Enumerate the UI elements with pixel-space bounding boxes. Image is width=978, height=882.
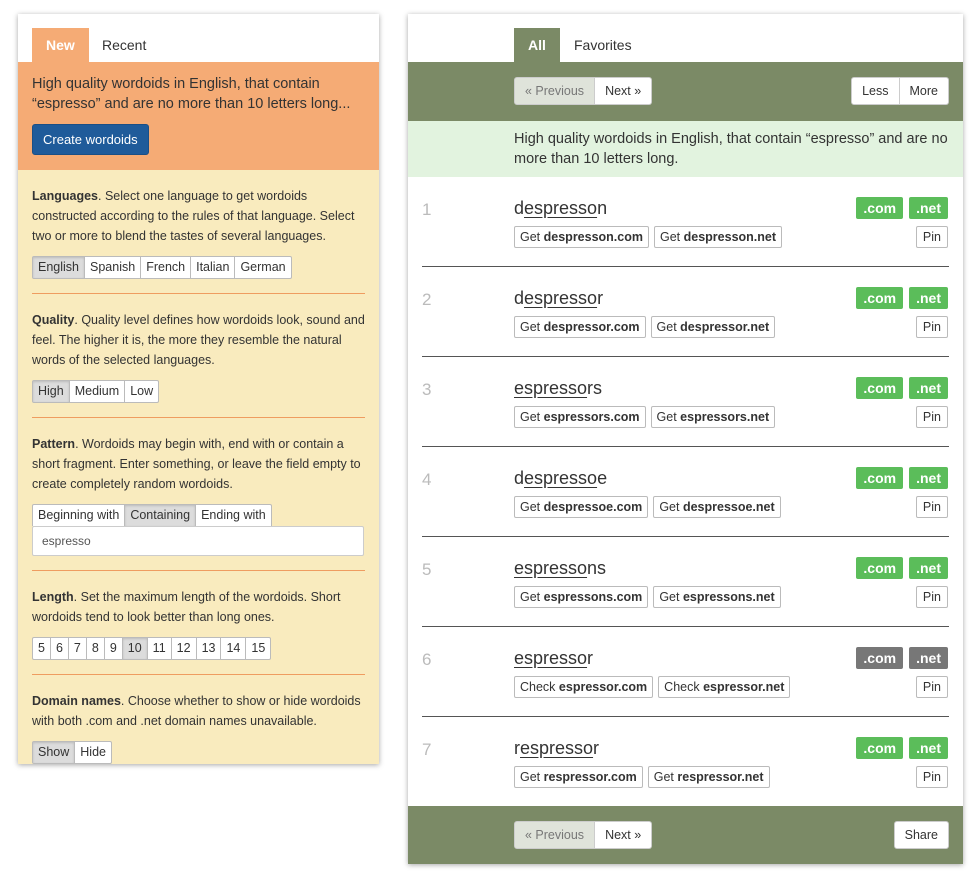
- domain-actions: [514, 766, 770, 788]
- pin-button[interactable]: Pin: [916, 316, 948, 338]
- action-verb: Get: [520, 770, 541, 784]
- com-domain: espressor.com: [558, 680, 648, 694]
- length-section: [32, 571, 365, 675]
- get-com-button[interactable]: [514, 676, 653, 698]
- wordoid-suffix: r: [587, 648, 594, 668]
- com-badge: .com: [856, 467, 903, 489]
- tab-all[interactable]: All: [514, 28, 560, 62]
- net-badge: .net: [909, 287, 948, 309]
- languages-title: Languages: [32, 189, 98, 203]
- action-verb: Check: [520, 680, 556, 694]
- more-button[interactable]: More: [900, 77, 949, 105]
- wordoid: [514, 288, 603, 309]
- result-row: [422, 177, 949, 267]
- net-badge: .net: [909, 647, 948, 669]
- length-option[interactable]: 9: [104, 638, 122, 659]
- bottom-toolbar: [408, 806, 963, 864]
- pattern-mode-option[interactable]: Ending with: [195, 505, 271, 526]
- action-verb: Check: [664, 680, 700, 694]
- action-verb: Get: [659, 500, 680, 514]
- length-title: Length: [32, 590, 74, 604]
- pin-button[interactable]: Pin: [916, 226, 948, 248]
- domain-badges: [856, 557, 948, 579]
- result-number: 7: [422, 740, 432, 759]
- pattern-mode-option[interactable]: Containing: [124, 505, 195, 526]
- result-row: [422, 357, 949, 447]
- length-description: . Set the maximum length of the wordoids. Short wordoids tend to look better than long ones.: [32, 590, 341, 624]
- wordoid: [514, 198, 607, 219]
- domain-badges: [856, 377, 948, 399]
- less-button[interactable]: Less: [851, 77, 899, 105]
- domain-actions: [514, 586, 781, 608]
- domain-visibility-selector: [32, 741, 112, 764]
- bottom-pager: [514, 821, 652, 849]
- less-more-group: [851, 77, 949, 105]
- com-badge: .com: [856, 287, 903, 309]
- length-option[interactable]: 14: [220, 638, 245, 659]
- language-selector: [32, 256, 292, 279]
- results-panel: [408, 14, 963, 864]
- domain-visibility-option[interactable]: Hide: [74, 742, 111, 763]
- wordoid-match: espresso: [524, 468, 598, 488]
- get-com-button[interactable]: [514, 226, 649, 248]
- pattern-mode-option[interactable]: Beginning with: [38, 508, 120, 522]
- net-badge: .net: [909, 197, 948, 219]
- get-com-button[interactable]: [514, 496, 648, 518]
- net-domain: espressor.net: [703, 680, 785, 694]
- wordoid: [514, 468, 607, 489]
- tab-favorites[interactable]: Favorites: [574, 37, 632, 53]
- com-domain: despresson.com: [543, 230, 643, 244]
- next-button[interactable]: Next »: [595, 77, 652, 105]
- wordoid-suffix: e: [597, 468, 608, 488]
- result-row: [422, 447, 949, 537]
- domain-badges: [856, 287, 948, 309]
- action-verb: Get: [656, 410, 677, 424]
- languages-section: [32, 170, 365, 294]
- com-badge: .com: [856, 197, 903, 219]
- right-tab-bar: [408, 14, 963, 62]
- get-net-button[interactable]: [658, 676, 790, 698]
- quality-option[interactable]: Low: [124, 381, 158, 402]
- wordoid-suffix: rs: [587, 378, 603, 398]
- language-option[interactable]: English: [33, 257, 84, 278]
- action-verb: Get: [659, 230, 681, 244]
- action-verb: Get: [659, 590, 680, 604]
- wordoid-match: espresso: [520, 738, 594, 758]
- length-option[interactable]: 6: [50, 638, 68, 659]
- tab-new[interactable]: New: [32, 28, 89, 62]
- next-button[interactable]: Next »: [595, 821, 652, 849]
- get-net-button[interactable]: [653, 496, 780, 518]
- wordoid-suffix: n: [597, 198, 608, 218]
- tab-recent[interactable]: Recent: [102, 37, 147, 53]
- domain-badges: [856, 197, 948, 219]
- get-com-button[interactable]: [514, 406, 646, 428]
- com-domain: respressor.com: [543, 770, 637, 784]
- language-option[interactable]: Italian: [190, 257, 234, 278]
- pattern-description: . Wordoids may begin with, end with or contain a short fragment. Enter something, or leave the field empty to create completely random wordoids.: [32, 437, 361, 491]
- result-row: [422, 717, 949, 807]
- pattern-section: [32, 418, 365, 571]
- action-verb: Get: [520, 410, 541, 424]
- length-option[interactable]: 11: [147, 638, 171, 659]
- result-number: 2: [422, 290, 432, 309]
- pattern-mode-selector: [32, 504, 272, 526]
- get-com-button[interactable]: [514, 766, 643, 788]
- create-wordoids-button[interactable]: Create wordoids: [32, 124, 149, 155]
- domain-actions: [514, 406, 775, 428]
- domain-actions: [514, 676, 790, 698]
- net-badge: .net: [909, 737, 948, 759]
- action-verb: Get: [656, 320, 677, 334]
- domain-badges: [856, 467, 948, 489]
- net-domain: espressons.net: [682, 590, 775, 604]
- language-option[interactable]: French: [140, 257, 190, 278]
- top-toolbar: [408, 62, 963, 121]
- get-com-button[interactable]: [514, 586, 648, 608]
- action-verb: Get: [520, 590, 541, 604]
- length-option[interactable]: 12: [171, 638, 196, 659]
- action-verb: Get: [520, 230, 541, 244]
- length-option[interactable]: 10: [122, 638, 147, 659]
- quality-description: . Quality level defines how wordoids look, sound and feel. The higher it is, the more they resemble the natural words of the selected languages.: [32, 313, 365, 367]
- length-option[interactable]: 5: [38, 641, 45, 655]
- net-badge: .net: [909, 377, 948, 399]
- quality-section: [32, 294, 365, 418]
- generator-panel: [18, 14, 379, 764]
- com-domain: espressons.com: [543, 590, 643, 604]
- domain-names-description: . Choose whether to show or hide wordoids with both .com and .net domain names unavailable.: [32, 694, 361, 728]
- quality-option[interactable]: High: [33, 381, 69, 402]
- net-badge: .net: [909, 557, 948, 579]
- wordoid: [514, 648, 593, 669]
- result-number: 6: [422, 650, 432, 669]
- action-verb: Get: [653, 770, 674, 784]
- get-net-button[interactable]: [648, 766, 770, 788]
- wordoid-prefix: d: [514, 468, 525, 488]
- wordoid-prefix: r: [514, 738, 520, 758]
- language-option[interactable]: Spanish: [84, 257, 140, 278]
- wordoid-prefix: d: [514, 198, 525, 218]
- action-verb: Get: [520, 500, 541, 514]
- wordoid-match: espresso: [524, 288, 598, 308]
- wordoid-suffix: r: [593, 738, 600, 758]
- wordoid-suffix: r: [597, 288, 604, 308]
- domain-actions: [514, 316, 775, 338]
- query-summary-text: High quality wordoids in English, that contain “espresso” and are no more than 10 letters long...: [32, 76, 351, 112]
- wordoid-match: espresso: [514, 648, 588, 668]
- pin-button[interactable]: Pin: [916, 586, 948, 608]
- result-row: [422, 627, 949, 717]
- pin-button[interactable]: Pin: [916, 406, 948, 428]
- length-option[interactable]: 13: [196, 638, 221, 659]
- query-summary: [18, 62, 379, 170]
- previous-button[interactable]: « Previous: [514, 821, 595, 849]
- domain-visibility-option[interactable]: Show: [33, 742, 74, 763]
- quality-option[interactable]: Medium: [69, 381, 124, 402]
- result-number: 3: [422, 380, 432, 399]
- previous-button[interactable]: « Previous: [514, 77, 595, 105]
- length-option[interactable]: 7: [68, 638, 86, 659]
- wordoid: [514, 738, 599, 759]
- results-list: [408, 177, 963, 807]
- get-net-button[interactable]: [651, 316, 776, 338]
- net-domain: despressoe.net: [682, 500, 775, 514]
- results-description: High quality wordoids in English, that contain “espresso” and are no more than 10 letters long.: [408, 121, 963, 177]
- com-domain: despressoe.com: [543, 500, 643, 514]
- net-domain: respressor.net: [677, 770, 764, 784]
- com-badge: .com: [856, 377, 903, 399]
- action-verb: Get: [520, 320, 541, 334]
- com-badge: .com: [856, 557, 903, 579]
- domain-actions: [514, 226, 782, 248]
- pattern-title: Pattern: [32, 437, 76, 451]
- domain-names-title: Domain names: [32, 694, 121, 708]
- length-option[interactable]: 15: [245, 638, 270, 659]
- wordoid-match: espresso: [514, 378, 588, 398]
- net-domain: despressor.net: [680, 320, 770, 334]
- share-button[interactable]: Share: [894, 821, 949, 849]
- pin-button[interactable]: Pin: [916, 766, 948, 788]
- get-net-button[interactable]: [651, 406, 776, 428]
- com-domain: espressors.com: [543, 410, 640, 424]
- pin-button[interactable]: Pin: [916, 676, 948, 698]
- domain-badges: [856, 647, 948, 669]
- net-badge: .net: [909, 467, 948, 489]
- com-badge: .com: [856, 647, 903, 669]
- left-tab-bar: [18, 14, 379, 62]
- wordoid-prefix: d: [514, 288, 525, 308]
- net-domain: espressors.net: [680, 410, 770, 424]
- pattern-input[interactable]: [32, 526, 364, 556]
- result-number: 4: [422, 470, 432, 489]
- get-net-button[interactable]: [654, 226, 782, 248]
- wordoid-suffix: ns: [587, 558, 607, 578]
- quality-selector: [32, 380, 159, 403]
- quality-title: Quality: [32, 313, 75, 327]
- com-badge: .com: [856, 737, 903, 759]
- languages-description: . Select one language to get wordoids constructed according to the rules of that language. Select two or more to blend the tastes of several languages.: [32, 189, 355, 243]
- wordoid-match: espresso: [514, 558, 588, 578]
- result-row: [422, 267, 949, 357]
- length-option[interactable]: 8: [86, 638, 104, 659]
- net-domain: despresson.net: [683, 230, 777, 244]
- pin-button[interactable]: Pin: [916, 496, 948, 518]
- com-domain: despressor.com: [543, 320, 640, 334]
- length-selector: [32, 637, 271, 660]
- get-com-button[interactable]: [514, 316, 646, 338]
- domain-badges: [856, 737, 948, 759]
- result-row: [422, 537, 949, 627]
- wordoid: [514, 558, 606, 579]
- result-number: 5: [422, 560, 432, 579]
- language-option[interactable]: German: [234, 257, 290, 278]
- result-number: 1: [422, 200, 432, 219]
- get-net-button[interactable]: [653, 586, 780, 608]
- top-pager: [514, 77, 652, 105]
- wordoid: [514, 378, 602, 399]
- domain-actions: [514, 496, 781, 518]
- wordoid-match: espresso: [524, 198, 598, 218]
- domain-names-section: [32, 675, 365, 778]
